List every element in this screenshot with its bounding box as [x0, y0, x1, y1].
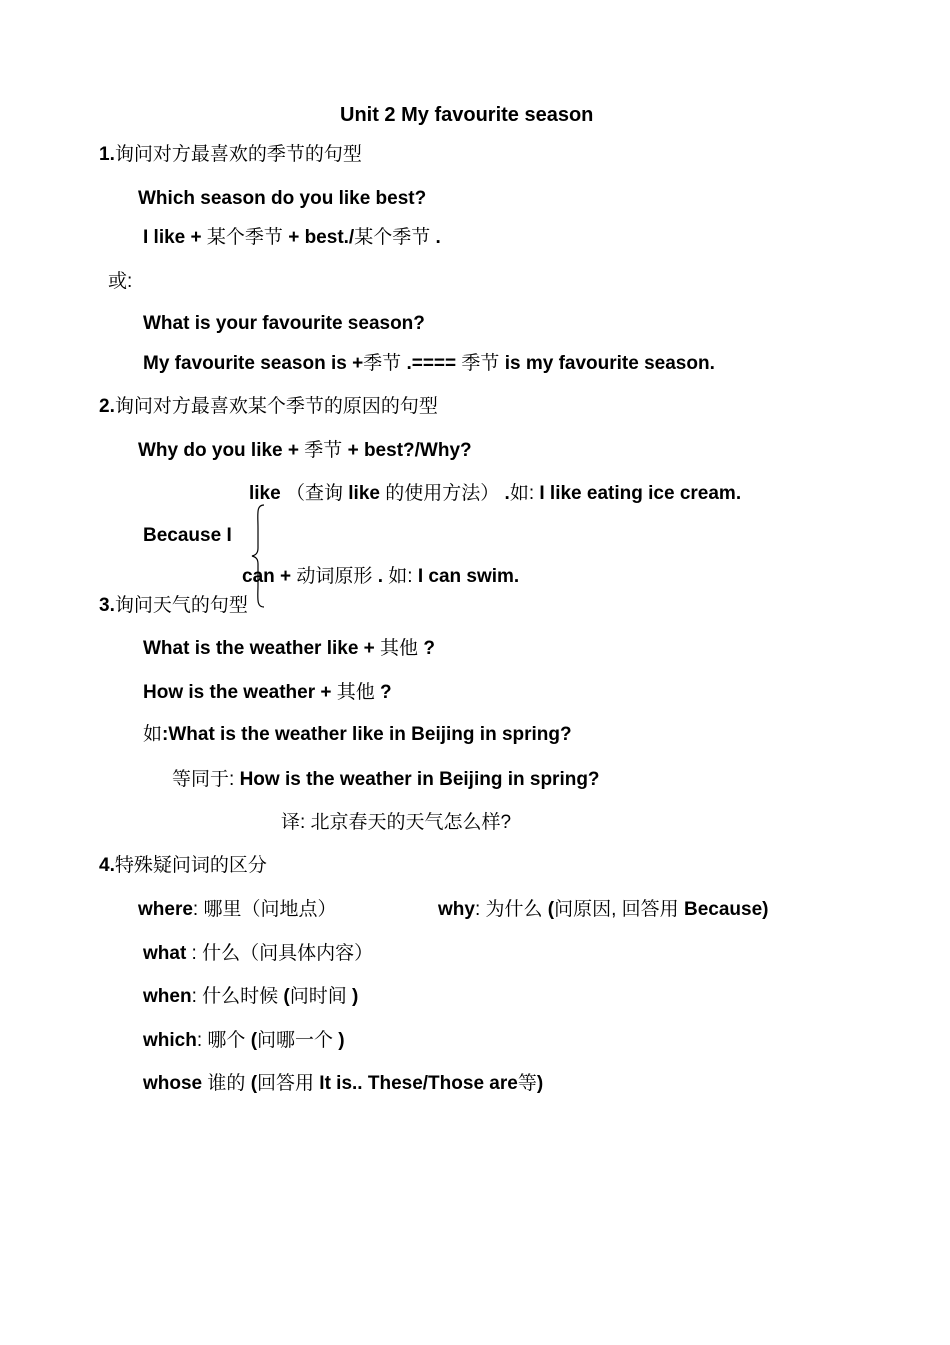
text-run: What is the weather like + — [143, 638, 381, 659]
text-run: 季节 — [304, 440, 343, 461]
question-line: Which season do you like best? — [138, 188, 427, 209]
text-run: ( — [547, 899, 555, 920]
question-line: What is your favourite season? — [143, 313, 425, 334]
text-run: 谁的 — [202, 1073, 251, 1094]
text-run: why — [438, 899, 475, 920]
text-run: （查询 — [285, 483, 349, 504]
text-run: which — [143, 1030, 197, 1051]
text-run: 回答用 — [257, 1073, 320, 1094]
text-run: 如: — [509, 483, 540, 504]
text-run: is my favourite season. — [499, 353, 715, 374]
section-number: 3. — [99, 595, 115, 616]
text-run: : 为什么 — [474, 899, 548, 920]
text-run: like — [249, 483, 281, 504]
text-run: : 哪里（问地点） — [192, 899, 337, 920]
section-1-heading — [99, 143, 362, 167]
or-text: 或: — [108, 271, 133, 292]
text-run: 其他 — [336, 682, 375, 703]
text-run: 问哪一个 — [257, 1030, 334, 1051]
section-heading-text: 询问对方最喜欢的季节的句型 — [114, 144, 362, 165]
text-run: 等同于: — [172, 769, 240, 790]
text-run: . — [499, 483, 510, 504]
text-run: 等 — [517, 1073, 537, 1094]
text-run: I like eating ice cream. — [539, 483, 742, 504]
example-line — [143, 723, 572, 747]
text-run: :What is the weather like in Beijing in spring? — [162, 724, 572, 745]
text-run: Because) — [683, 899, 769, 920]
text-run: I can swim. — [417, 566, 520, 587]
text-run: 其他 — [380, 638, 419, 659]
text-run: : 什么（问具体内容） — [186, 943, 374, 964]
translation-line: 译: 北京春天的天气怎么样? — [281, 812, 512, 833]
text-run: ( — [250, 1073, 258, 1094]
text-run: : 哪个 — [196, 1030, 251, 1051]
section-number: 4. — [99, 855, 115, 876]
section-2-heading — [99, 395, 438, 419]
text-run: 如 — [143, 724, 163, 745]
text-run: ( — [250, 1030, 258, 1051]
text-run: Why do you like + — [138, 440, 305, 461]
text-run: ? — [374, 682, 392, 703]
text-run: . — [372, 566, 389, 587]
text-run: My favourite season is + — [143, 353, 364, 374]
text-run: 问时间 — [289, 986, 347, 1007]
section-4-heading — [99, 854, 267, 878]
text-run: when — [143, 986, 192, 1007]
section-heading-text: 询问对方最喜欢某个季节的原因的句型 — [114, 396, 438, 417]
text-run: + best./ — [282, 227, 355, 248]
section-heading-text: 特殊疑问词的区分 — [114, 855, 267, 876]
answer-can-line — [242, 565, 519, 589]
text-run: . — [430, 227, 441, 248]
section-3-heading — [99, 594, 248, 618]
text-run: 如: — [388, 566, 418, 587]
text-run: ) — [536, 1073, 544, 1094]
answer-line — [143, 226, 441, 250]
where-item — [138, 898, 336, 922]
text-run: ? — [418, 638, 435, 659]
because-text: Because I — [143, 525, 232, 546]
whose-item — [143, 1072, 543, 1096]
answer-like-line — [249, 482, 741, 506]
text-run: ) — [333, 1030, 345, 1051]
section-heading-text: 询问天气的句型 — [114, 595, 248, 616]
text-run: can + — [242, 566, 297, 587]
text-run: : 什么时候 — [191, 986, 284, 1007]
text-run: 某个季节 — [354, 227, 431, 248]
text-run: whose — [143, 1073, 203, 1094]
text-run: 季节 — [461, 353, 500, 374]
page-title: Unit 2 My favourite season — [340, 104, 594, 126]
answer-line — [143, 352, 715, 376]
text-run: ( — [283, 986, 290, 1007]
text-run: 的使用方法） — [379, 483, 500, 504]
what-item — [143, 942, 373, 966]
text-run: How is the weather + — [143, 682, 337, 703]
text-run: 问原因, 回答用 — [554, 899, 684, 920]
when-item — [143, 985, 358, 1009]
section-number: 1. — [99, 144, 115, 165]
text-run: ) — [346, 986, 359, 1007]
which-item — [143, 1029, 345, 1053]
text-run: 动词原形 — [296, 566, 373, 587]
equivalent-line — [172, 768, 600, 792]
text-run: How is the weather in Beijing in spring? — [239, 769, 600, 790]
text-run: 某个季节 — [206, 227, 283, 248]
why-item — [438, 898, 768, 922]
text-run: I like + — [143, 227, 207, 248]
question-line — [138, 439, 472, 463]
text-run: 季节 — [363, 353, 402, 374]
question-line — [143, 637, 435, 661]
text-run: where — [138, 899, 193, 920]
text-run: + best?/Why? — [342, 440, 472, 461]
curly-brace — [251, 504, 265, 608]
text-run: like — [348, 483, 380, 504]
text-run: .==== — [401, 353, 462, 374]
text-run: It is.. These/Those are — [319, 1073, 518, 1094]
section-number: 2. — [99, 396, 115, 417]
question-line — [143, 681, 392, 705]
text-run: what — [143, 943, 187, 964]
